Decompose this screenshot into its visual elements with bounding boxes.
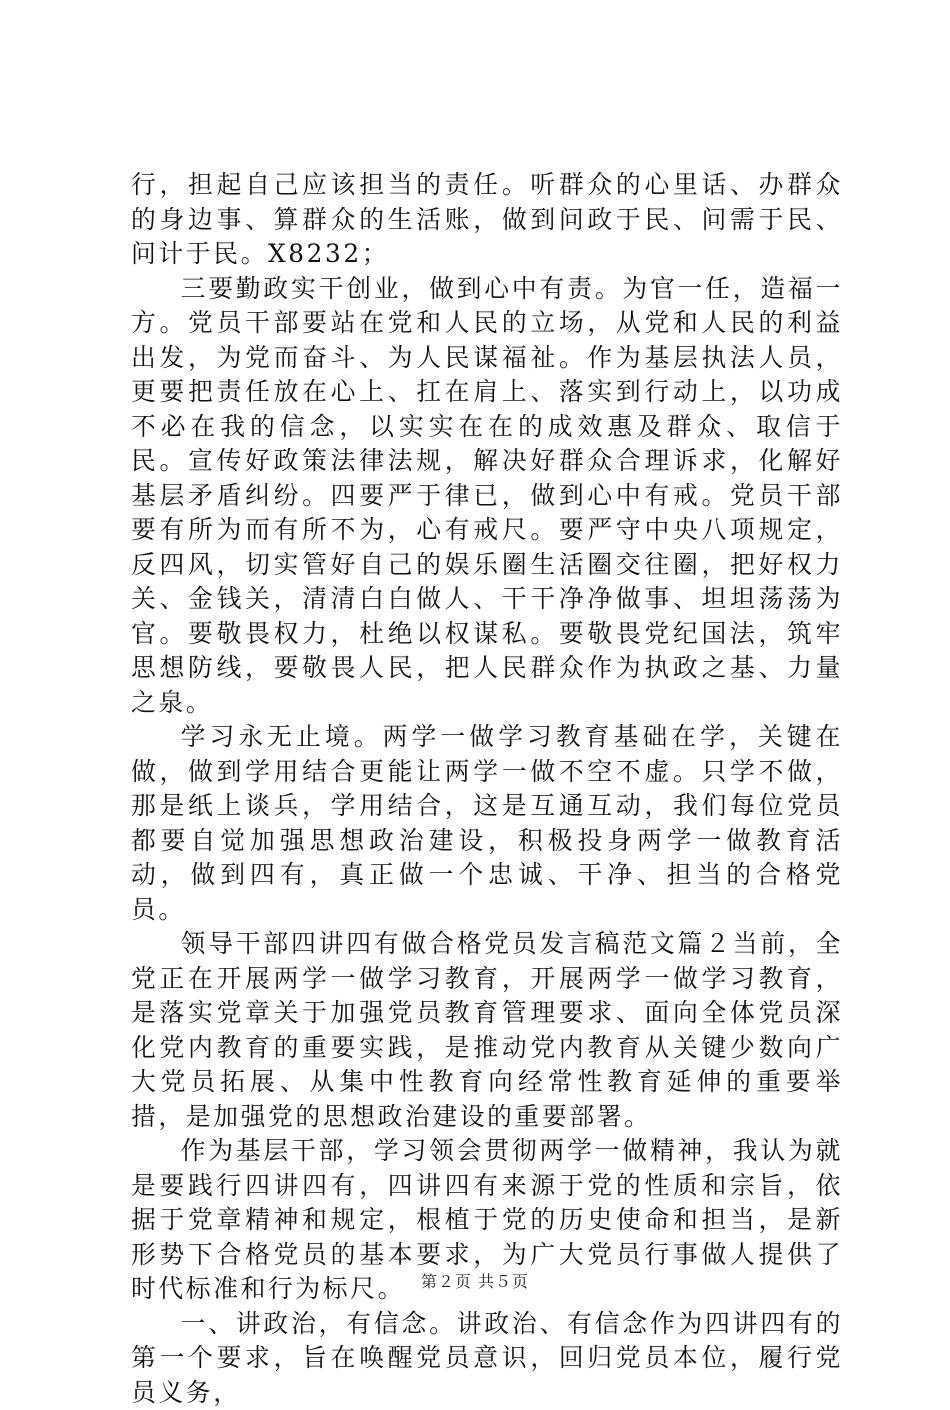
- document-body: [131, 168, 843, 1410]
- paragraph-politics-belief: 一、讲政治，有信念。讲政治、有信念作为四讲四有的第一个要求，旨在唤醒党员意识，回归党员本位，履行党员义务，: [131, 1307, 843, 1410]
- paragraph-learning: 学习永无止境。两学一做学习教育基础在学，关键在做，做到学用结合更能让两学一做不空不虚。只学不做，那是纸上谈兵，学用结合，这是互通互动，我们每位党员都要自觉加强思想政治建设，积极投身两学一做教育活动，做到四有，真正做一个忠诚、干净、担当的合格党员。: [131, 720, 843, 927]
- paragraph-grassroots-cadre: 作为基层干部，学习领会贯彻两学一做精神，我认为就是要践行四讲四有，四讲四有来源于党的性质和宗旨，依据于党章精神和规定，根植于党的历史使命和担当，是新形势下合格党员的基本要求，为广大党员行事做人提供了时代标准和行为标尺。: [131, 1134, 843, 1307]
- page-footer: [0, 1272, 950, 1292]
- page-number: 第２页 共５页: [421, 1272, 529, 1291]
- paragraph-three-requirements: 三要勤政实干创业，做到心中有责。为官一任，造福一方。党员干部要站在党和人民的立场，从党和人民的利益出发，为党而奋斗、为人民谋福祉。作为基层执法人员，更要把责任放在心上、扛在肩上、落实到行动上，以功成不必在我的信念，以实实在在的成效惠及群众、取信于民。宣传好政策法律法规，解决好群众合理诉求，化解好基层矛盾纠纷。四要严于律已，做到心中有戒。党员干部要有所为而有所不为，心有戒尺。要严守中央八项规定，反四风，切实管好自己的娱乐圈生活圈交往圈，把好权力关、金钱关，清清白白做人、干干净净做事、坦坦荡荡为官。要敬畏权力，杜绝以权谋私。要敬畏党纪国法，筑牢思想防线，要敬畏人民，把人民群众作为执政之基、力量之泉。: [131, 272, 843, 721]
- paragraph-continuation: 行，担起自己应该担当的责任。听群众的心里话、办群众的身边事、算群众的生活账，做到问政于民、问需于民、问计于民。X8232；: [131, 168, 843, 272]
- paragraph-speech-article-2: 领导干部四讲四有做合格党员发言稿范文篇２当前，全党正在开展两学一做学习教育，开展两学一做学习教育，是落实党章关于加强党员教育管理要求、面向全体党员深化党内教育的重要实践，是推动党内教育从关键少数向广大党员拓展、从集中性教育向经常性教育延伸的重要举措，是加强党的思想政治建设的重要部署。: [131, 927, 843, 1134]
